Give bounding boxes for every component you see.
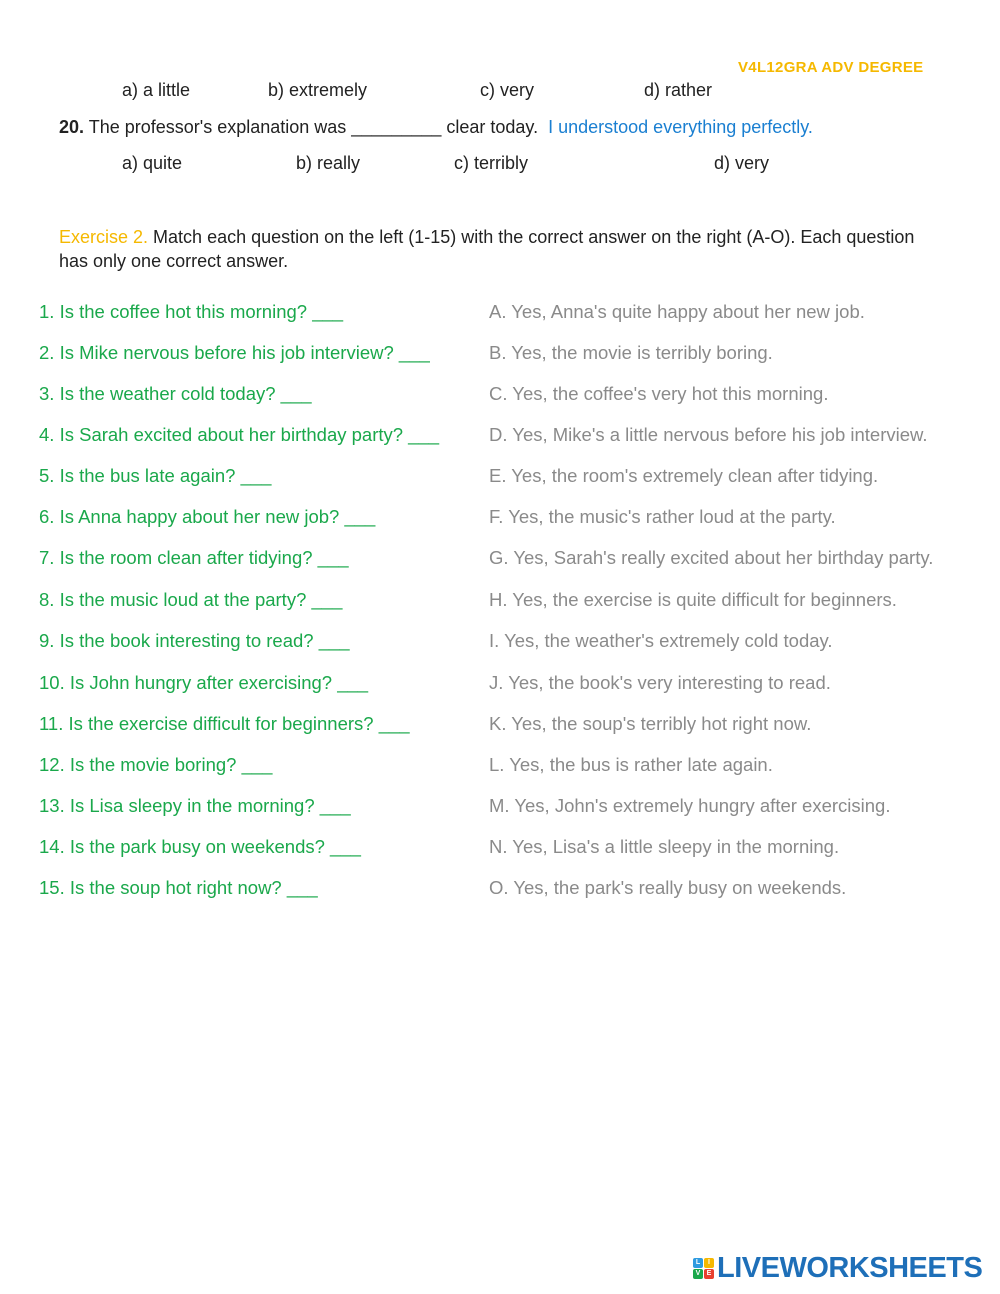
question-item: 9. Is the book interesting to read? ___ <box>39 630 350 651</box>
q20-option-b: b) really <box>296 153 361 173</box>
logo-mark-icon <box>693 1258 714 1279</box>
answer-item: M. Yes, John's extremely hungry after exercising. <box>489 795 891 816</box>
logo-mark-letter: E <box>704 1269 714 1279</box>
logo-mark-letter: V <box>693 1269 703 1279</box>
question-item: 8. Is the music loud at the party? ___ <box>39 589 343 610</box>
q20-option-c: c) terribly <box>454 153 529 173</box>
q20-number: 20. <box>59 117 85 137</box>
answer-item: F. Yes, the music's rather loud at the party. <box>489 506 836 527</box>
liveworksheets-logo <box>693 1250 982 1286</box>
answer-item: L. Yes, the bus is rather late again. <box>489 754 773 775</box>
question-item: 2. Is Mike nervous before his job interview? ___ <box>39 342 430 363</box>
answer-item: J. Yes, the book's very interesting to read. <box>489 672 831 693</box>
answer-item: H. Yes, the exercise is quite difficult for beginners. <box>489 589 897 610</box>
exercise2-label: Exercise 2. <box>59 227 149 247</box>
answer-item: D. Yes, Mike's a little nervous before his job interview. <box>489 424 928 445</box>
q20-line <box>59 117 813 138</box>
answer-item: E. Yes, the room's extremely clean after tidying. <box>489 465 879 486</box>
question-item: 15. Is the soup hot right now? ___ <box>39 877 318 898</box>
answer-item: K. Yes, the soup's terribly hot right now. <box>489 713 812 734</box>
answer-item: C. Yes, the coffee's very hot this morning. <box>489 383 829 404</box>
answer-item: I. Yes, the weather's extremely cold today. <box>489 630 833 651</box>
logo-mark-letter: I <box>704 1258 714 1268</box>
question-item: 3. Is the weather cold today? ___ <box>39 383 312 404</box>
question-item: 1. Is the coffee hot this morning? ___ <box>39 301 344 322</box>
q19-option-b: b) extremely <box>268 80 368 100</box>
answer-item: A. Yes, Anna's quite happy about her new job. <box>489 301 865 322</box>
logo-mark-letter: L <box>693 1258 703 1268</box>
q19-option-a: a) a little <box>122 80 191 100</box>
question-item: 11. Is the exercise difficult for beginners? ___ <box>39 713 410 734</box>
q19-option-d: d) rather <box>644 80 713 100</box>
exercise2-instruction <box>59 225 919 273</box>
question-item: 4. Is Sarah excited about her birthday party? ___ <box>39 424 440 445</box>
q20-option-a: a) quite <box>122 153 183 173</box>
q20-text: The professor's explanation was _________ clear today. <box>84 117 544 137</box>
question-item: 6. Is Anna happy about her new job? ___ <box>39 506 376 527</box>
q20-hint: I understood everything perfectly. <box>548 117 813 137</box>
question-item: 7. Is the room clean after tidying? ___ <box>39 547 349 568</box>
answer-item: B. Yes, the movie is terribly boring. <box>489 342 773 363</box>
q20-option-d: d) very <box>714 153 770 173</box>
logo-text: LIVEWORKSHEETS <box>717 1251 983 1284</box>
answer-item: N. Yes, Lisa's a little sleepy in the morning. <box>489 836 840 857</box>
question-item: 12. Is the movie boring? ___ <box>39 754 273 775</box>
question-item: 13. Is Lisa sleepy in the morning? ___ <box>39 795 351 816</box>
question-item: 5. Is the bus late again? ___ <box>39 465 272 486</box>
exercise2-text: Match each question on the left (1-15) with the correct answer on the right (A-O). Each question has only one correct answer. <box>59 227 915 271</box>
question-item: 14. Is the park busy on weekends? ___ <box>39 836 361 857</box>
worksheet-code: V4L12GRA ADV DEGREE <box>738 59 924 76</box>
q19-option-c: c) very <box>480 80 534 100</box>
question-item: 10. Is John hungry after exercising? ___ <box>39 672 369 693</box>
answer-item: O. Yes, the park's really busy on weekends. <box>489 877 847 898</box>
answer-item: G. Yes, Sarah's really excited about her birthday party. <box>489 547 934 568</box>
